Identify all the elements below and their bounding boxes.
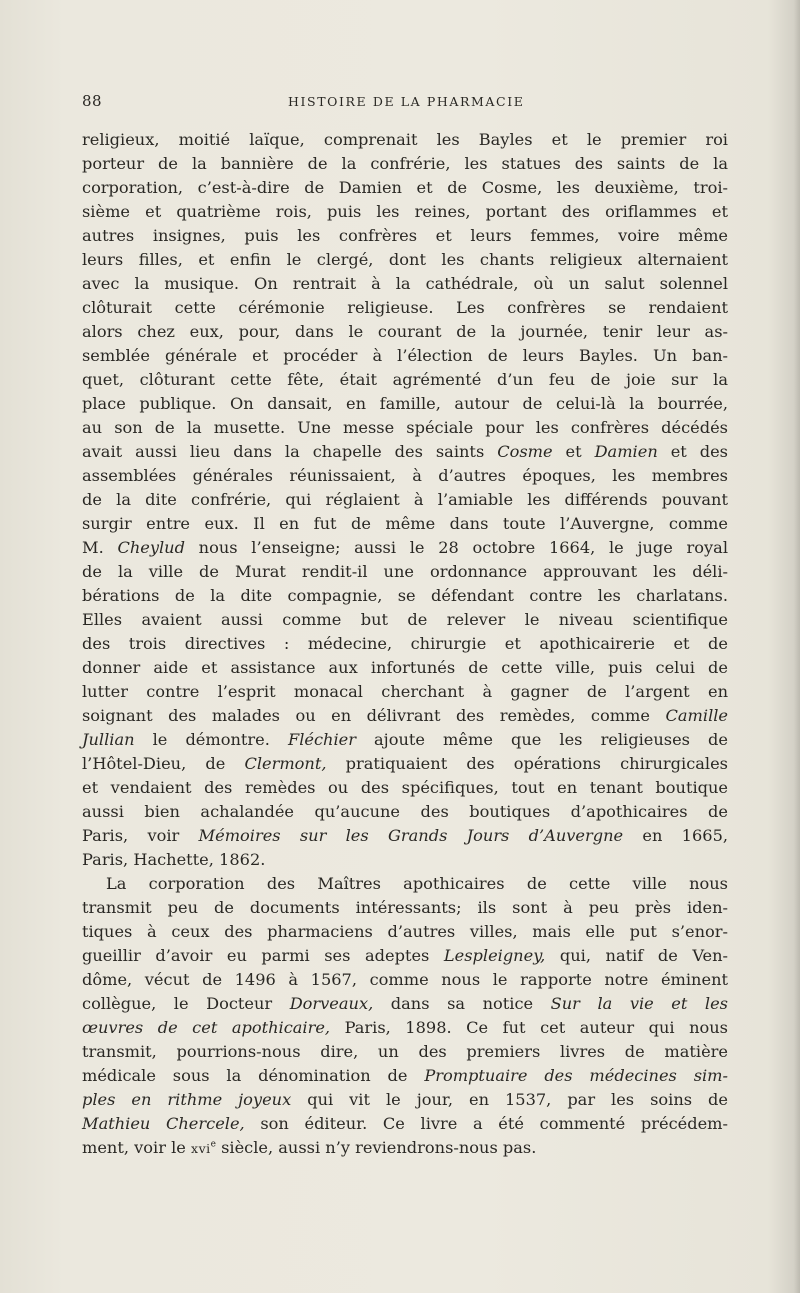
text-segment: qui vit le jour, en 1537, par les soins de [291,1090,728,1109]
text-line: place publique. On dansait, en famille, autour de celui-là la bourrée, [82,394,728,413]
page-header [82,92,728,112]
text-line: et vendaient des remèdes ou des spécifiques, tout en tenant boutique [82,778,728,797]
text-line [82,1064,728,1088]
italic-name: Jullian [82,730,135,749]
text-line: religieux, moitié laïque, comprenait les Bayles et le premier roi [82,130,728,149]
text-segment: nous l’enseigne; aussi le 28 octobre 1664, le juge royal [184,538,728,557]
text-line: Elles avaient aussi comme but de relever le niveau scientifique [82,610,728,629]
italic-name: Fléchier [287,730,356,749]
text-line [82,536,728,560]
text-line [82,1088,728,1112]
text-segment: M. [82,538,118,557]
text-segment: avait aussi lieu dans la chapelle des saints [82,442,498,461]
text-line: lutter contre l’esprit monacal cherchant à gagner de l’argent en [82,682,728,701]
century-numeral: xvi [191,1141,211,1156]
italic-title: œuvres de cet apothicaire, [82,1018,331,1037]
italic-name: Mathieu Chercele, [82,1114,245,1133]
text-line: quet, clôturant cette fête, était agrémenté d’un feu de joie sur la [82,370,728,389]
text-line: dôme, vécut de 1496 à 1567, comme nous le rapporte notre éminent [82,970,728,989]
text-line: avec la musique. On rentrait à la cathédrale, où un salut solennel [82,274,728,293]
text-segment: collègue, le Docteur [82,994,290,1013]
superscript: e [210,1139,216,1150]
text-line [82,1136,728,1160]
italic-title: ples en rithme joyeux [82,1090,292,1109]
text-line [82,1016,728,1040]
text-line [82,752,728,776]
text-segment: le démontre. [134,730,288,749]
italic-name: Lespleigney, [443,946,546,965]
page-edge-shadow [794,0,800,1293]
text-segment: ment, voir le [82,1138,192,1157]
text-line [82,440,728,464]
text-line: porteur de la bannière de la confrérie, les statues des saints de la [82,154,728,173]
text-line [82,944,728,968]
text-line: surgir entre eux. Il en fut de même dans toute l’Auvergne, comme [82,514,728,533]
text-segment: pratiquaient des opérations chirurgicales [326,754,728,773]
italic-name: Cosme [497,442,553,461]
text-line: alors chez eux, pour, dans le courant de la journée, tenir leur as- [82,322,728,341]
text-segment: ajoute même que les religieuses de [355,730,728,749]
italic-title: Mémoires sur les Grands Jours d’Auvergne [198,826,624,845]
text-segment: son éditeur. Ce livre a été commenté précédem- [244,1114,728,1133]
text-line [82,824,728,848]
running-title: HISTOIRE DE LA PHARMACIE [288,94,525,109]
text-segment: et des [657,442,728,461]
page-number: 88 [82,92,103,110]
text-line: de la ville de Murat rendit-il une ordonnance approuvant les déli- [82,562,728,581]
italic-name: Damien [594,442,658,461]
text-segment: gueillir d’avoir eu parmi ses adeptes [82,946,444,965]
text-segment: en 1665, [623,826,729,845]
italic-name: Dorveaux, [289,994,374,1013]
text-line: transmit, pourrions-nous dire, un des premiers livres de matière [82,1042,728,1061]
text-line [82,1112,728,1136]
text-line: transmit peu de documents intéressants; ils sont à peu près iden- [82,898,728,917]
text-segment: Paris, 1898. Ce fut cet auteur qui nous [330,1018,728,1037]
text-segment: dans sa notice [373,994,551,1013]
text-line: des trois directives : médecine, chirurgie et apothicairerie et de [82,634,728,653]
text-segment: qui, natif de Ven- [545,946,729,965]
text-line: Paris, Hachette, 1862. [82,850,266,869]
italic-name: Cheylud [117,538,185,557]
body-text [82,128,728,1160]
text-segment: médicale sous la dénomination de [82,1066,425,1085]
text-segment: Paris, voir [82,826,199,845]
text-line: aussi bien achalandée qu’aucune des boutiques d’apothicaires de [82,802,728,821]
text-line: leurs filles, et enfin le clergé, dont les chants religieux alternaient [82,250,728,269]
text-line: assemblées générales réunissaient, à d’autres époques, les membres [82,466,728,485]
text-line: au son de la musette. Une messe spéciale pour les confrères décédés [82,418,728,437]
text-line [82,704,728,728]
text-line: corporation, c’est-à-dire de Damien et de Cosme, les deuxième, troi- [82,178,728,197]
text-segment: soignant des malades ou en délivrant des remèdes, comme [82,706,666,725]
text-line: La corporation des Maîtres apothicaires de cette ville nous [106,874,728,893]
italic-title: Sur la vie et les [550,994,728,1013]
italic-title: Promptuaire des médecines sim- [424,1066,728,1085]
text-line: clôturait cette cérémonie religieuse. Les confrères se rendaient [82,298,728,317]
text-segment: l’Hôtel-Dieu, de [82,754,245,773]
italic-name: Camille [665,706,728,725]
text-line: de la dite confrérie, qui réglaient à l’amiable les différends pouvant [82,490,728,509]
text-line: tiques à ceux des pharmaciens d’autres villes, mais elle put s’enor- [82,922,728,941]
text-segment: siècle, aussi n’y reviendrons-nous pas. [215,1138,537,1157]
text-segment: et [552,442,595,461]
text-line [82,992,728,1016]
text-line: bérations de la dite compagnie, se défendant contre les charlatans. [82,586,728,605]
italic-place: Clermont, [244,754,327,773]
text-line: donner aide et assistance aux infortunés de cette ville, puis celui de [82,658,728,677]
text-line: sième et quatrième rois, puis les reines, portant des oriflammes et [82,202,728,221]
text-line [82,728,728,752]
text-line: semblée générale et procéder à l’élection de leurs Bayles. Un ban- [82,346,728,365]
text-line: autres insignes, puis les confrères et leurs femmes, voire même [82,226,728,245]
